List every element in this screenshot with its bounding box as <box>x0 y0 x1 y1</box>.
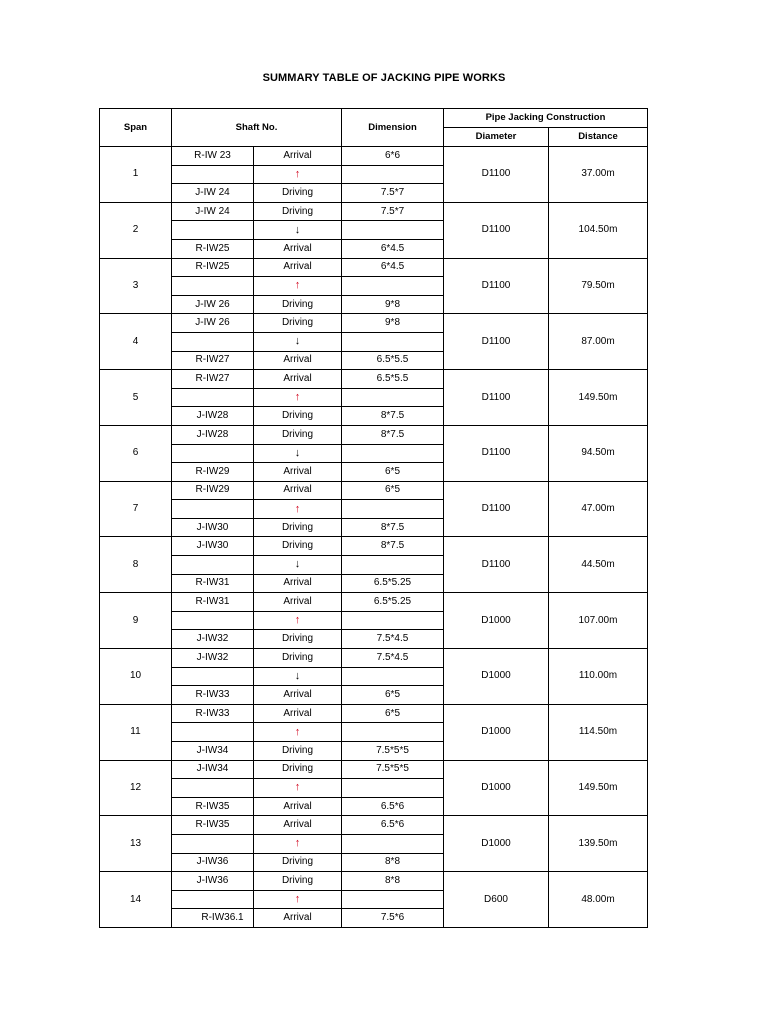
jacking-direction-cell <box>254 667 342 686</box>
top-shaft-dimension: 6.5*5.25 <box>342 593 444 612</box>
jacking-direction-cell <box>254 444 342 463</box>
pipe-distance: 104.50m <box>549 202 648 258</box>
top-shaft-role: Driving <box>254 314 342 333</box>
span-number: 10 <box>100 649 172 705</box>
top-shaft-role: Arrival <box>254 370 342 389</box>
top-shaft-dimension: 8*7.5 <box>342 537 444 556</box>
top-shaft-dimension: 6.5*5.5 <box>342 370 444 389</box>
bottom-shaft-dimension: 6.5*5.5 <box>342 351 444 370</box>
shaft-blank-cell <box>172 834 254 853</box>
bottom-shaft-role: Driving <box>254 295 342 314</box>
dimension-blank-cell <box>342 277 444 296</box>
jacking-summary-table <box>99 108 648 928</box>
dimension-blank-cell <box>342 500 444 519</box>
bottom-shaft-role: Driving <box>254 184 342 203</box>
bottom-shaft-role: Arrival <box>254 239 342 258</box>
top-shaft-dimension: 7.5*7 <box>342 202 444 221</box>
top-shaft-role: Arrival <box>254 147 342 166</box>
table-row <box>100 202 648 221</box>
dimension-blank-cell <box>342 388 444 407</box>
bottom-shaft-id: R-IW31 <box>172 574 254 593</box>
span-number: 7 <box>100 481 172 537</box>
pipe-diameter: D1100 <box>444 425 549 481</box>
table-row <box>100 593 648 612</box>
dimension-blank-cell <box>342 611 444 630</box>
pipe-distance: 79.50m <box>549 258 648 314</box>
bottom-shaft-id: J-IW36 <box>172 853 254 872</box>
table-row <box>100 425 648 444</box>
top-shaft-dimension: 7.5*4.5 <box>342 649 444 668</box>
top-shaft-id: R-IW33 <box>172 704 254 723</box>
pipe-diameter: D1100 <box>444 258 549 314</box>
dimension-blank-cell <box>342 221 444 240</box>
bottom-shaft-role: Arrival <box>254 909 342 928</box>
bottom-shaft-role: Arrival <box>254 574 342 593</box>
top-shaft-id: J-IW 24 <box>172 202 254 221</box>
bottom-shaft-dimension: 8*8 <box>342 853 444 872</box>
dimension-blank-cell <box>342 779 444 798</box>
bottom-shaft-id: R-IW29 <box>172 463 254 482</box>
span-number: 4 <box>100 314 172 370</box>
top-shaft-dimension: 9*8 <box>342 314 444 333</box>
table-row <box>100 704 648 723</box>
span-number: 1 <box>100 147 172 203</box>
table-row <box>100 147 648 166</box>
top-shaft-id: J-IW28 <box>172 425 254 444</box>
top-shaft-role: Arrival <box>254 816 342 835</box>
span-number: 2 <box>100 202 172 258</box>
arrow-up-icon: ↑ <box>294 391 301 404</box>
pipe-diameter: D1000 <box>444 649 549 705</box>
table-row <box>100 481 648 500</box>
top-shaft-id: J-IW34 <box>172 760 254 779</box>
arrow-up-icon: ↑ <box>294 167 301 180</box>
jacking-direction-cell <box>254 834 342 853</box>
dimension-blank-cell <box>342 667 444 686</box>
top-shaft-dimension: 6.5*6 <box>342 816 444 835</box>
pipe-diameter: D1100 <box>444 537 549 593</box>
arrow-down-icon: ↓ <box>294 669 301 682</box>
bottom-shaft-id: J-IW34 <box>172 742 254 761</box>
header-dimension: Dimension <box>342 109 444 147</box>
bottom-shaft-role: Driving <box>254 407 342 426</box>
jacking-direction-cell <box>254 332 342 351</box>
top-shaft-role: Driving <box>254 649 342 668</box>
bottom-shaft-role: Arrival <box>254 351 342 370</box>
table-row <box>100 314 648 333</box>
top-shaft-role: Arrival <box>254 481 342 500</box>
pipe-distance: 110.00m <box>549 649 648 705</box>
span-number: 12 <box>100 760 172 816</box>
pipe-diameter: D1100 <box>444 202 549 258</box>
jacking-direction-cell <box>254 165 342 184</box>
span-number: 3 <box>100 258 172 314</box>
top-shaft-id: J-IW36 <box>172 872 254 891</box>
bottom-shaft-role: Driving <box>254 630 342 649</box>
top-shaft-role: Driving <box>254 425 342 444</box>
table-row <box>100 258 648 277</box>
shaft-blank-cell <box>172 500 254 519</box>
bottom-shaft-id: R-IW33 <box>172 686 254 705</box>
span-number: 11 <box>100 704 172 760</box>
pipe-distance: 94.50m <box>549 425 648 481</box>
top-shaft-dimension: 6*5 <box>342 704 444 723</box>
pipe-diameter: D1100 <box>444 147 549 203</box>
table-row <box>100 760 648 779</box>
table-row <box>100 872 648 891</box>
top-shaft-role: Arrival <box>254 258 342 277</box>
pipe-distance: 149.50m <box>549 760 648 816</box>
shaft-blank-cell <box>172 556 254 575</box>
table-row <box>100 370 648 389</box>
shaft-blank-cell <box>172 221 254 240</box>
arrow-down-icon: ↓ <box>294 446 301 459</box>
arrow-down-icon: ↓ <box>294 223 301 236</box>
jacking-direction-cell <box>254 556 342 575</box>
top-shaft-dimension: 7.5*5*5 <box>342 760 444 779</box>
jacking-direction-cell <box>254 221 342 240</box>
top-shaft-id: R-IW27 <box>172 370 254 389</box>
shaft-blank-cell <box>172 667 254 686</box>
jacking-direction-cell <box>254 890 342 909</box>
jacking-direction-cell <box>254 723 342 742</box>
pipe-distance: 114.50m <box>549 704 648 760</box>
bottom-shaft-id: J-IW 24 <box>172 184 254 203</box>
bottom-shaft-role: Driving <box>254 518 342 537</box>
arrow-up-icon: ↑ <box>294 781 301 794</box>
header-shaft-no: Shaft No. <box>172 109 342 147</box>
top-shaft-id: R-IW25 <box>172 258 254 277</box>
shaft-blank-cell <box>172 332 254 351</box>
bottom-shaft-dimension: 9*8 <box>342 295 444 314</box>
bottom-shaft-id: J-IW28 <box>172 407 254 426</box>
shaft-blank-cell <box>172 723 254 742</box>
pipe-diameter: D1000 <box>444 760 549 816</box>
arrow-up-icon: ↑ <box>294 893 301 906</box>
bottom-shaft-id: J-IW 26 <box>172 295 254 314</box>
shaft-blank-cell <box>172 890 254 909</box>
top-shaft-role: Arrival <box>254 593 342 612</box>
pipe-distance: 149.50m <box>549 370 648 426</box>
top-shaft-role: Arrival <box>254 704 342 723</box>
page-title: SUMMARY TABLE OF JACKING PIPE WORKS <box>262 72 506 84</box>
header-span: Span <box>100 109 172 147</box>
jacking-direction-cell <box>254 611 342 630</box>
pipe-diameter: D1100 <box>444 314 549 370</box>
pipe-distance: 47.00m <box>549 481 648 537</box>
dimension-blank-cell <box>342 444 444 463</box>
dimension-blank-cell <box>342 834 444 853</box>
top-shaft-id: R-IW29 <box>172 481 254 500</box>
top-shaft-role: Driving <box>254 760 342 779</box>
top-shaft-id: J-IW 26 <box>172 314 254 333</box>
span-number: 14 <box>100 872 172 928</box>
bottom-shaft-role: Arrival <box>254 797 342 816</box>
shaft-blank-cell <box>172 388 254 407</box>
top-shaft-id: R-IW 23 <box>172 147 254 166</box>
top-shaft-id: J-IW30 <box>172 537 254 556</box>
dimension-blank-cell <box>342 165 444 184</box>
bottom-shaft-id: J-IW30 <box>172 518 254 537</box>
jacking-direction-cell <box>254 779 342 798</box>
top-shaft-id: R-IW31 <box>172 593 254 612</box>
table-row <box>100 649 648 668</box>
bottom-shaft-dimension: 6*4.5 <box>342 239 444 258</box>
arrow-up-icon: ↑ <box>294 725 301 738</box>
arrow-up-icon: ↑ <box>294 502 301 515</box>
header-pipe-jacking-construction: Pipe Jacking Construction <box>444 109 648 128</box>
top-shaft-role: Driving <box>254 872 342 891</box>
top-shaft-dimension: 6*6 <box>342 147 444 166</box>
span-number: 13 <box>100 816 172 872</box>
bottom-shaft-dimension: 6.5*5.25 <box>342 574 444 593</box>
shaft-blank-cell <box>172 611 254 630</box>
arrow-up-icon: ↑ <box>294 614 301 627</box>
pipe-diameter: D600 <box>444 872 549 928</box>
bottom-shaft-dimension: 7.5*5*5 <box>342 742 444 761</box>
bottom-shaft-dimension: 6.5*6 <box>342 797 444 816</box>
dimension-blank-cell <box>342 890 444 909</box>
bottom-shaft-dimension: 6*5 <box>342 686 444 705</box>
dimension-blank-cell <box>342 723 444 742</box>
shaft-blank-cell <box>172 165 254 184</box>
pipe-diameter: D1000 <box>444 816 549 872</box>
bottom-shaft-dimension: 7.5*7 <box>342 184 444 203</box>
top-shaft-id: R-IW35 <box>172 816 254 835</box>
dimension-blank-cell <box>342 556 444 575</box>
table-body <box>100 147 648 928</box>
arrow-down-icon: ↓ <box>294 335 301 348</box>
pipe-diameter: D1000 <box>444 593 549 649</box>
bottom-shaft-id: R-IW27 <box>172 351 254 370</box>
top-shaft-role: Driving <box>254 537 342 556</box>
top-shaft-dimension: 8*7.5 <box>342 425 444 444</box>
pipe-distance: 37.00m <box>549 147 648 203</box>
span-number: 5 <box>100 370 172 426</box>
span-number: 6 <box>100 425 172 481</box>
top-shaft-dimension: 6*4.5 <box>342 258 444 277</box>
bottom-shaft-dimension: 7.5*4.5 <box>342 630 444 649</box>
top-shaft-role: Driving <box>254 202 342 221</box>
pipe-diameter: D1000 <box>444 704 549 760</box>
pipe-distance: 48.00m <box>549 872 648 928</box>
bottom-shaft-dimension: 7.5*6 <box>342 909 444 928</box>
top-shaft-dimension: 6*5 <box>342 481 444 500</box>
jacking-direction-cell <box>254 277 342 296</box>
table-header <box>100 109 648 147</box>
arrow-up-icon: ↑ <box>294 279 301 292</box>
table-row <box>100 537 648 556</box>
header-distance: Distance <box>549 128 648 147</box>
pipe-distance: 139.50m <box>549 816 648 872</box>
bottom-shaft-id: R-IW35 <box>172 797 254 816</box>
bottom-shaft-role: Arrival <box>254 463 342 482</box>
span-number: 9 <box>100 593 172 649</box>
bottom-shaft-role: Driving <box>254 742 342 761</box>
pipe-distance: 107.00m <box>549 593 648 649</box>
bottom-shaft-role: Driving <box>254 853 342 872</box>
pipe-diameter: D1100 <box>444 370 549 426</box>
pipe-diameter: D1100 <box>444 481 549 537</box>
bottom-shaft-dimension: 6*5 <box>342 463 444 482</box>
shaft-blank-cell <box>172 779 254 798</box>
arrow-down-icon: ↓ <box>294 558 301 571</box>
top-shaft-id: J-IW32 <box>172 649 254 668</box>
shaft-blank-cell <box>172 277 254 296</box>
bottom-shaft-id: J-IW32 <box>172 630 254 649</box>
jacking-direction-cell <box>254 500 342 519</box>
bottom-shaft-dimension: 8*7.5 <box>342 518 444 537</box>
bottom-shaft-dimension: 8*7.5 <box>342 407 444 426</box>
arrow-up-icon: ↑ <box>294 837 301 850</box>
pipe-distance: 44.50m <box>549 537 648 593</box>
shaft-blank-cell <box>172 444 254 463</box>
jacking-direction-cell <box>254 388 342 407</box>
dimension-blank-cell <box>342 332 444 351</box>
header-diameter: Diameter <box>444 128 549 147</box>
span-number: 8 <box>100 537 172 593</box>
bottom-shaft-id: R-IW25 <box>172 239 254 258</box>
bottom-shaft-id: R-IW36.1 <box>172 909 254 928</box>
table-row <box>100 816 648 835</box>
pipe-distance: 87.00m <box>549 314 648 370</box>
bottom-shaft-role: Arrival <box>254 686 342 705</box>
top-shaft-dimension: 8*8 <box>342 872 444 891</box>
